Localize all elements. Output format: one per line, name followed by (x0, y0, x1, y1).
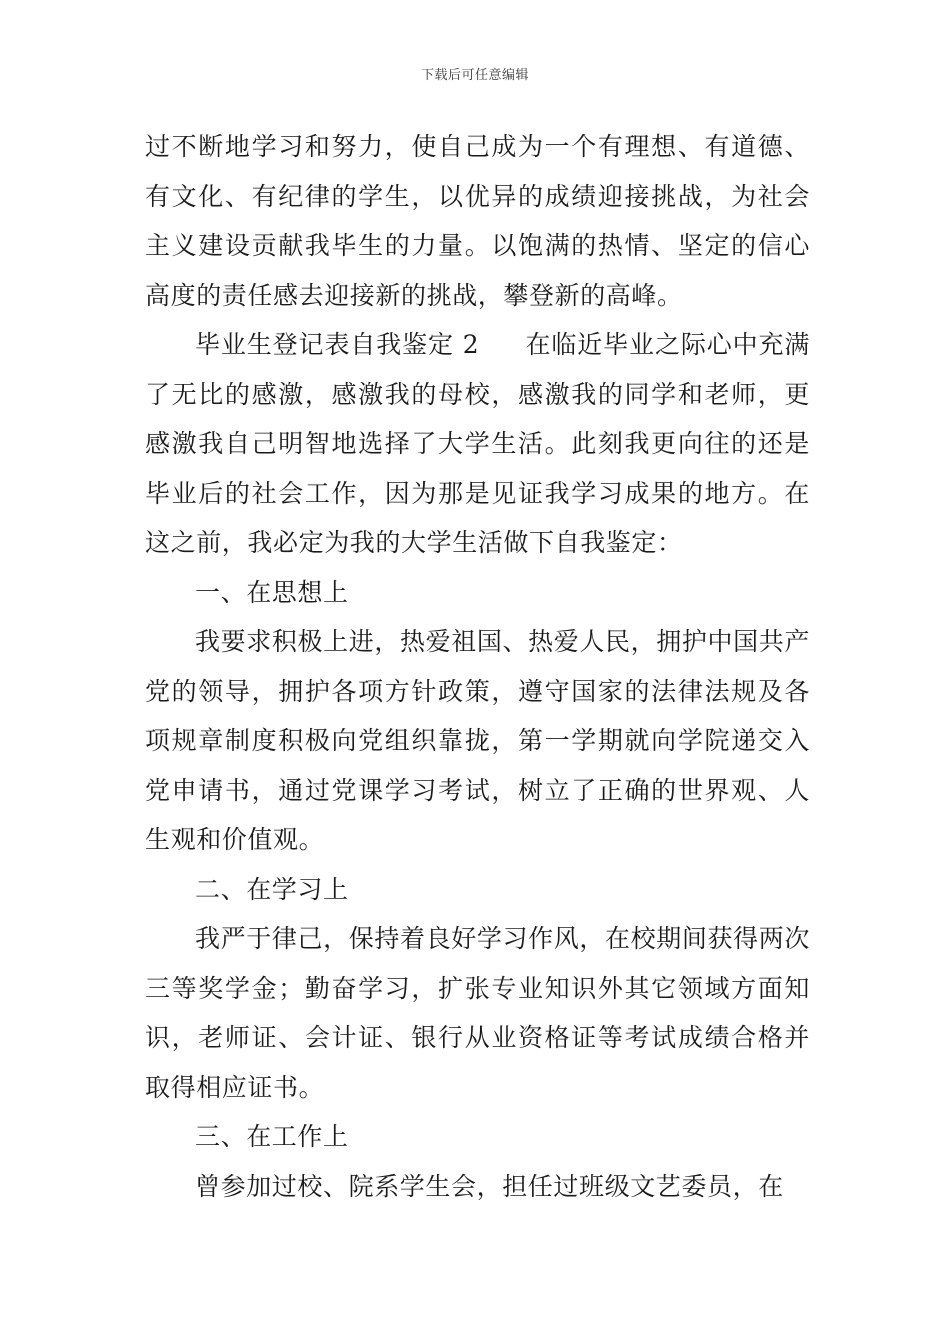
section-paragraph (145, 320, 810, 568)
heading-work: 三、在工作上 (195, 1122, 349, 1151)
paragraph-work: 曾参加过校、院系学生会，担任过班级文艺委员，在 (195, 1171, 784, 1201)
section-intro-text: 在临近毕业之际心中充满了无比的感激，感激我的母校，感激我的同学和老师，更感激我自己明智地选择了大学生活。此刻我更向往的还是毕业后的社会工作，因为那是见证我学习成果的地方。在这之前，我必定为我的大学生活做下自我鉴定： (145, 330, 810, 557)
paragraph-continued: 过不断地学习和努力，使自己成为一个有理想、有道德、有文化、有纪律的学生，以优异的成绩迎接挑战，为社会主义建设贡献我毕生的力量。以饱满的热情、坚定的信心高度的责任感去迎接新的挑战，攀登新的高峰。 (145, 132, 810, 310)
heading-study: 二、在学习上 (195, 874, 349, 904)
heading-ideology: 一、在思想上 (195, 577, 349, 607)
paragraph-ideology: 我要求积极上进，热爱祖国、热爱人民，拥护中国共产党的领导，拥护各项方针政策，遵守国家的法律法规及各项规章制度积极向党组织靠拢，第一学期就向学院递交入党申请书，通过党课学习考试，树立了正确的世界观、人生观和价值观。 (145, 627, 810, 854)
section-title: 毕业生登记表自我鉴定 2 (195, 330, 480, 359)
document-body (145, 122, 810, 1211)
page-header: 下载后可任意编辑 (420, 68, 529, 83)
paragraph-study: 我严于律己，保持着良好学习作风，在校期间获得两次三等奖学金；勤奋学习，扩张专业知识外其它领域方面知识，老师证、会计证、银行从业资格证等考试成绩合格并取得相应证书。 (145, 924, 810, 1102)
